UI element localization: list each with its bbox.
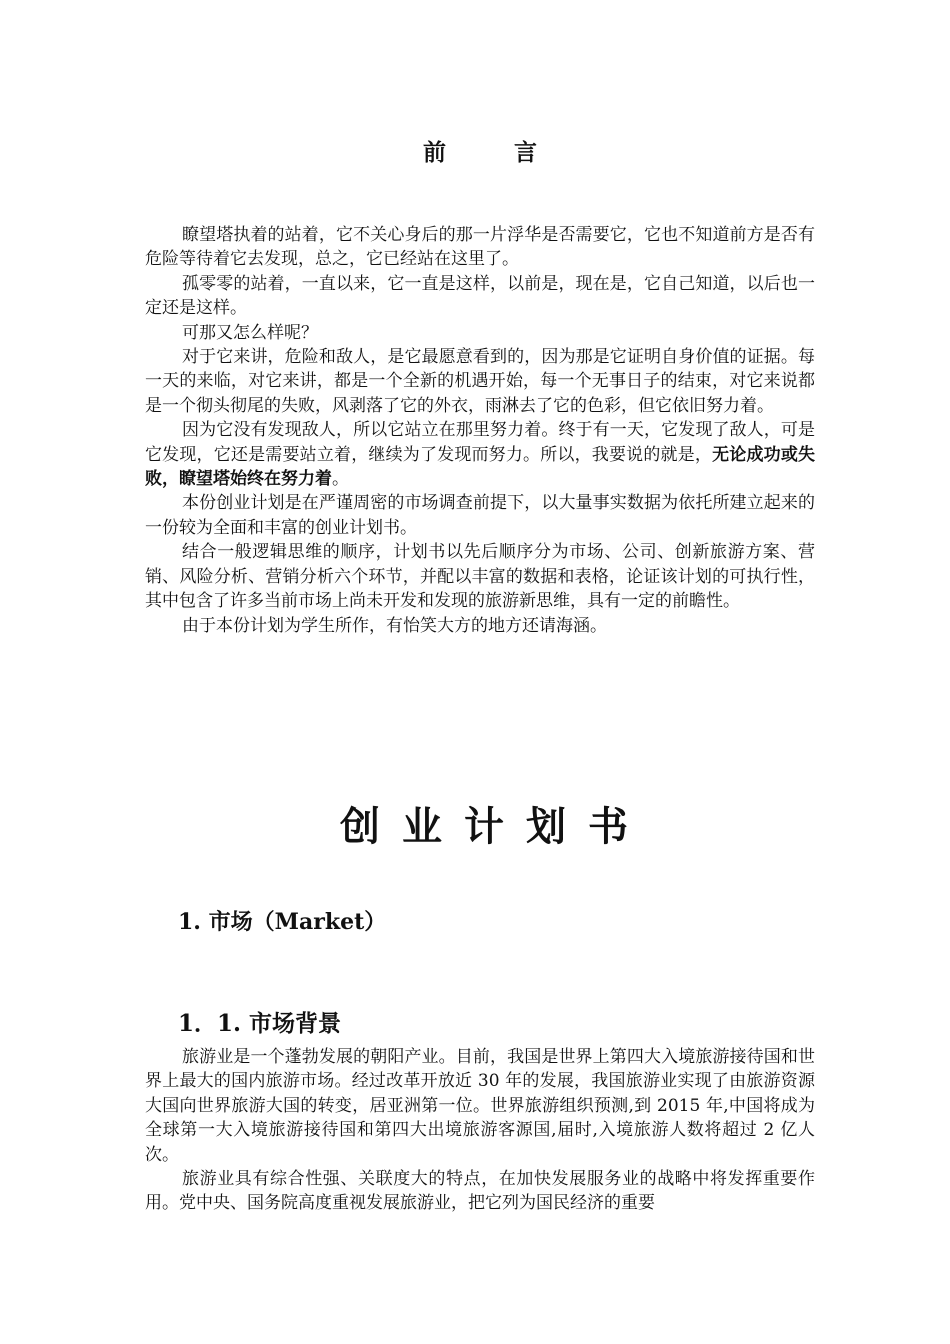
preface-paragraph: 孤零零的站着，一直以来，它一直是这样，以前是，现在是，它自己知道，以后也一定还是这样。 <box>145 273 815 319</box>
subsection-heading-background: 1．1. 市场背景 <box>178 1010 342 1037</box>
preface-body <box>145 223 815 638</box>
preface-paragraph: 结合一般逻辑思维的顺序，计划书以先后顺序分为市场、公司、创新旅游方案、营销、风险分析、营销分析六个环节，并配以丰富的数据和表格，论证该计划的可执行性，其中包含了许多当前市场上尚未开发和发现的旅游新思维，具有一定的前瞻性。 <box>145 542 815 612</box>
preface-paragraph: 可那又怎么样呢？ <box>182 322 318 343</box>
preface-title: 前 言 <box>422 139 567 166</box>
section-paragraph: 旅游业具有综合性强、关联度大的特点，在加快发展服务业的战略中将发挥重要作用。党中央、国务院高度重视发展旅游业，把它列为国民经济的重要 <box>145 1169 815 1214</box>
section-paragraph: 旅游业是一个蓬勃发展的朝阳产业。目前，我国是世界上第四大入境旅游接待国和世界上最大的国内旅游市场。经过改革开放近 30 年的发展，我国旅游业实现了由旅游资源大国向世界旅游大国的转变，居亚洲第一位。世界旅游组织预测,到 2015 年,中国将成为全球第一大入境旅游接待国和第四大出境旅游客源国,届时,入境旅游人数将超过 2 亿人次。 <box>145 1047 815 1165</box>
preface-paragraph: 瞭望塔执着的站着，它不关心身后的那一片浮华是否需要它，它也不知道前方是否有危险等待着它去发现，总之，它已经站在这里了。 <box>145 225 815 270</box>
plan-title: 创业计划书 <box>340 804 650 850</box>
market-background-body <box>145 1045 815 1216</box>
preface-paragraph: 本份创业计划是在严谨周密的市场调查前提下，以大量事实数据为依托所建立起来的一份较为全面和丰富的创业计划书。 <box>145 493 815 538</box>
preface-emphasis: 无论成功或失败，瞭望塔始终在努力着 <box>145 444 815 490</box>
preface-paragraph-end: 。 <box>332 469 349 490</box>
preface-paragraph: 由于本份计划为学生所作，有怡笑大方的地方还请海涵。 <box>182 615 607 636</box>
preface-paragraph <box>145 418 815 491</box>
preface-paragraph-text: 因为它没有发现敌人，所以它站立在那里努力着。终于有一天，它发现了敌人，可是它发现，它还是需要站立着，继续为了发现而努力。所以，我要说的就是， <box>145 420 815 465</box>
preface-paragraph: 对于它来讲，危险和敌人，是它最愿意看到的，因为那是它证明自身价值的证据。每一天的来临，对它来讲，都是一个全新的机遇开始，每一个无事日子的结束，对它来说都是一个彻头彻尾的失败，风剥落了它的外衣，雨淋去了它的色彩，但它依旧努力着。 <box>145 347 815 416</box>
section-heading-market: 1. 市场（Market） <box>178 909 387 935</box>
